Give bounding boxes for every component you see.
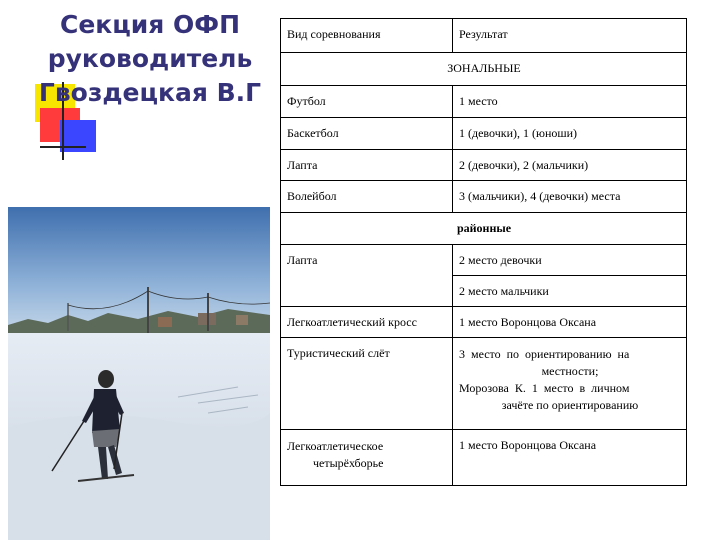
header-sport: Вид соревнования [281, 19, 453, 53]
title-line-1: Секция ОФП [59, 10, 241, 39]
result-cell: 1 место [453, 86, 687, 118]
sport-cell: Лапта [281, 245, 453, 307]
results-table [280, 18, 687, 486]
result-cell: 3 (мальчики), 4 (девочки) места [453, 181, 687, 213]
slide-title [30, 8, 270, 110]
result-cell: 2 место девочки [453, 245, 687, 276]
table-row [281, 86, 687, 118]
section-district: районные [281, 213, 687, 245]
result-cell: 1 место Воронцова Оксана [453, 307, 687, 338]
skier-photo [8, 207, 270, 540]
table-row [281, 307, 687, 338]
title-line-3: Гвоздецкая В.Г [38, 78, 262, 107]
table-header-row [281, 19, 687, 53]
header-result: Результат [453, 19, 687, 53]
tourist-result-line-3: Морозова К. 1 место в личном [459, 381, 630, 395]
table-row [281, 181, 687, 213]
sport-cell: Футбол [281, 86, 453, 118]
result-cell: 2 (девочки), 2 (мальчики) [453, 150, 687, 181]
sport-cell: Туристический слёт [281, 338, 453, 430]
title-line-2: руководитель [47, 44, 253, 73]
result-cell: 1 (девочки), 1 (юноши) [453, 118, 687, 150]
table-row [281, 430, 687, 486]
decor-horizontal-line [40, 146, 86, 148]
tourist-result-line-4: зачёте по ориентированию [501, 398, 639, 412]
result-cell-tourist [453, 338, 687, 430]
sport-cell: Легкоатлетический кросс [281, 307, 453, 338]
tourist-result-line-1: 3 место по ориентированию на [459, 347, 630, 361]
result-cell: 1 место Воронцова Оксана [453, 430, 687, 486]
result-cell: 2 место мальчики [453, 276, 687, 307]
section-zonal: ЗОНАЛЬНЫЕ [281, 53, 687, 86]
table-row [281, 118, 687, 150]
allround-sport-line-2: четырёхборье [313, 456, 384, 470]
table-row [281, 338, 687, 430]
skier-photo-icon [8, 207, 270, 540]
section-row-district [281, 213, 687, 245]
sport-cell: Баскетбол [281, 118, 453, 150]
sport-cell-allround [281, 430, 453, 486]
sport-cell: Волейбол [281, 181, 453, 213]
table-row [281, 245, 687, 276]
allround-sport-line-1: Легкоатлетическое [287, 439, 384, 453]
sport-cell: Лапта [281, 150, 453, 181]
table-row [281, 150, 687, 181]
section-row-zonal [281, 53, 687, 86]
tourist-result-line-2: местности; [541, 364, 599, 378]
